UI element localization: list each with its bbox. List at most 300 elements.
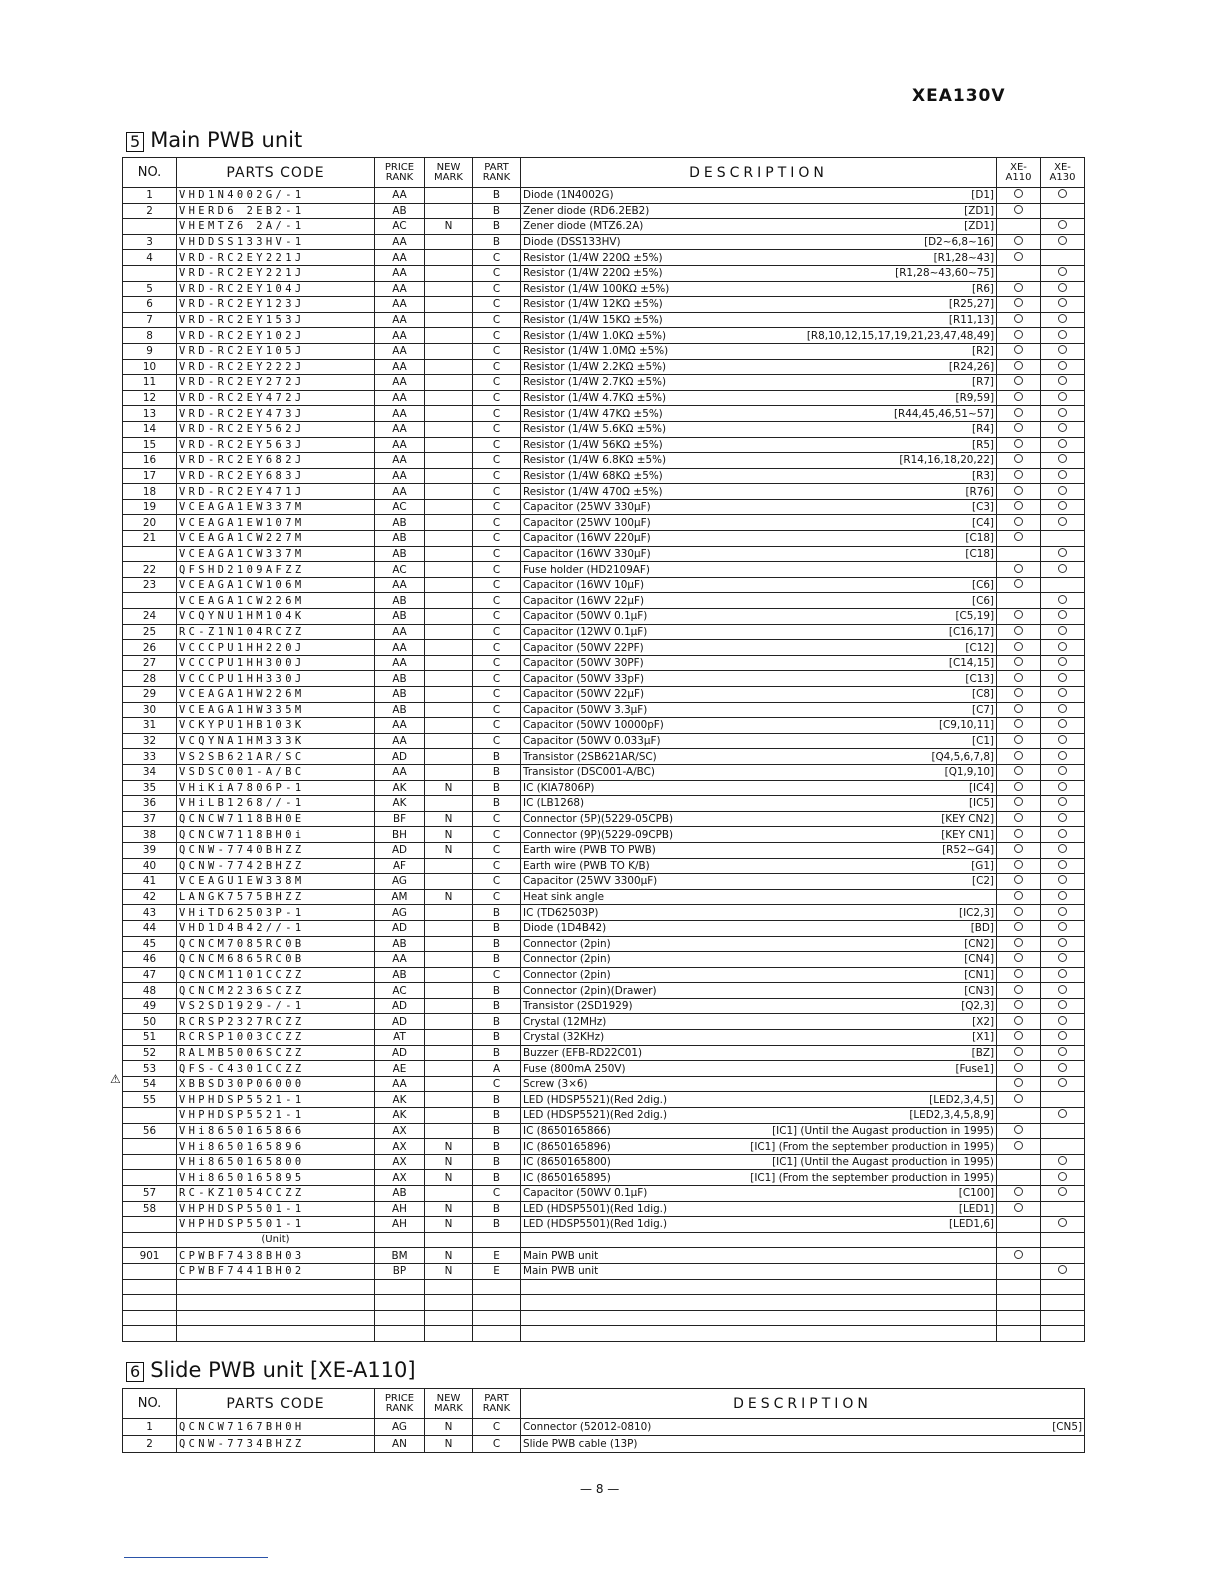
price-rank: AD [375, 1045, 425, 1061]
description-cell [521, 936, 997, 952]
xe-a110-applicable-mark [1014, 501, 1023, 510]
description-text: Resistor (1/4W 1.0KΩ ±5%) [523, 329, 667, 342]
part-rank: C [473, 499, 521, 515]
description-cell [521, 219, 997, 235]
description-cell [521, 1030, 997, 1046]
new-mark [425, 796, 473, 812]
part-row [123, 858, 1085, 874]
new-mark [425, 733, 473, 749]
description-cell [521, 624, 997, 640]
reference-designator: [R25,27] [948, 298, 994, 311]
part-row [123, 609, 1085, 625]
section-5-number: 5 [126, 132, 144, 152]
reference-designator: [R5] [972, 438, 994, 451]
description-cell [521, 1139, 997, 1155]
empty-row [123, 1295, 1085, 1311]
xe-a130-applicable-mark [1058, 953, 1067, 962]
xe-a130-cell [1041, 343, 1085, 359]
parts-code: VRD-RC2EY563J [177, 437, 375, 453]
part-rank: C [473, 453, 521, 469]
xe-a130-applicable-mark [1058, 938, 1067, 947]
description-text: IC (8650165866) [523, 1124, 611, 1137]
new-mark [425, 297, 473, 313]
part-rank: B [473, 764, 521, 780]
description-text: Resistor (1/4W 4.7KΩ ±5%) [523, 392, 667, 405]
item-number: 1 [123, 188, 177, 204]
item-number [123, 1170, 177, 1186]
xe-a110-cell [997, 733, 1041, 749]
description-cell [521, 343, 997, 359]
new-mark [425, 967, 473, 983]
reference-designator: [IC4] [968, 781, 994, 794]
description-text: Capacitor (12WV 0.1μF) [523, 625, 648, 638]
xe-a110-applicable-mark [1014, 439, 1023, 448]
xe-a110-applicable-mark [1014, 376, 1023, 385]
xe-a130-applicable-mark [1058, 766, 1067, 775]
xe-a130-cell [1041, 874, 1085, 890]
xe-a110-cell [997, 998, 1041, 1014]
description-cell [521, 188, 997, 204]
xe-a110-applicable-mark [1014, 298, 1023, 307]
description-text: Diode (DSS133HV) [523, 236, 621, 249]
xe-a130-applicable-mark [1058, 1187, 1067, 1196]
empty-cell [375, 1232, 425, 1248]
item-number: 40 [123, 858, 177, 874]
description-text: Main PWB unit [523, 1265, 599, 1278]
description-cell [521, 1263, 997, 1279]
part-rank: C [473, 281, 521, 297]
xe-a130-cell [1041, 265, 1085, 281]
parts-code: VHi8650165800 [177, 1154, 375, 1170]
price-rank: AH [375, 1201, 425, 1217]
reference-designator: [R14,16,18,20,22] [899, 454, 994, 467]
part-rank: C [473, 733, 521, 749]
empty-row [123, 1326, 1085, 1342]
xe-a130-cell [1041, 1170, 1085, 1186]
xe-a130-applicable-mark [1058, 470, 1067, 479]
parts-code: RALMB5006SCZZ [177, 1045, 375, 1061]
col-description: DESCRIPTION [521, 1389, 1085, 1419]
parts-code: VHiLB1268//-1 [177, 796, 375, 812]
model-number: XEA130V [912, 86, 1006, 106]
xe-a130-applicable-mark [1058, 267, 1067, 276]
xe-a110-cell [997, 1154, 1041, 1170]
parts-code: VRD-RC2EY105J [177, 343, 375, 359]
xe-a130-cell [1041, 952, 1085, 968]
xe-a110-cell [997, 188, 1041, 204]
item-number: 46 [123, 952, 177, 968]
xe-a110-cell [997, 328, 1041, 344]
item-number: 48 [123, 983, 177, 999]
parts-code: VHi8650165895 [177, 1170, 375, 1186]
reference-designator: [BZ] [971, 1046, 994, 1059]
reference-designator: [R6] [972, 282, 994, 295]
part-row [123, 796, 1085, 812]
description-cell [521, 796, 997, 812]
price-rank: AC [375, 983, 425, 999]
part-row [123, 671, 1085, 687]
xe-a110-cell [997, 312, 1041, 328]
parts-code: VS2SD1929-/-1 [177, 998, 375, 1014]
xe-a110-cell [997, 281, 1041, 297]
xe-a130-applicable-mark [1058, 657, 1067, 666]
part-row [123, 1108, 1085, 1124]
part-rank: B [473, 1170, 521, 1186]
price-rank: AH [375, 1217, 425, 1233]
new-mark: N [425, 811, 473, 827]
reference-designator: [IC1] (Until the Augast production in 1995) [772, 1156, 994, 1169]
new-mark [425, 998, 473, 1014]
xe-a110-cell [997, 343, 1041, 359]
parts-code: CPWBF7438BH03 [177, 1248, 375, 1264]
description-cell [521, 312, 997, 328]
description-cell [521, 1170, 997, 1186]
new-mark [425, 1076, 473, 1092]
item-number [123, 1154, 177, 1170]
xe-a110-cell [997, 406, 1041, 422]
reference-designator: [C12] [965, 641, 994, 654]
empty-cell [177, 1295, 375, 1311]
xe-a130-cell [1041, 920, 1085, 936]
item-number: 55 [123, 1092, 177, 1108]
item-number: 45 [123, 936, 177, 952]
description-cell [521, 1092, 997, 1108]
parts-code: QFS-C4301CCZZ [177, 1061, 375, 1077]
part-rank: B [473, 203, 521, 219]
description-cell [521, 640, 997, 656]
item-number: 43 [123, 905, 177, 921]
parts-code: VHi8650165866 [177, 1123, 375, 1139]
xe-a110-cell [997, 858, 1041, 874]
xe-a130-applicable-mark [1058, 642, 1067, 651]
description-text: Resistor (1/4W 220Ω ±5%) [523, 251, 663, 264]
xe-a130-cell [1041, 359, 1085, 375]
xe-a130-cell [1041, 1123, 1085, 1139]
xe-a110-applicable-mark [1014, 236, 1023, 245]
empty-cell [521, 1310, 997, 1326]
price-rank: AA [375, 281, 425, 297]
part-rank: C [473, 593, 521, 609]
description-text: Zener diode (MTZ6.2A) [523, 220, 644, 233]
description-text: Resistor (1/4W 12KΩ ±5%) [523, 298, 663, 311]
price-rank: AB [375, 967, 425, 983]
new-mark [425, 390, 473, 406]
price-rank: AB [375, 515, 425, 531]
xe-a110-applicable-mark [1014, 423, 1023, 432]
xe-a130-applicable-mark [1058, 1109, 1067, 1118]
description-cell [521, 359, 997, 375]
xe-a130-applicable-mark [1058, 969, 1067, 978]
xe-a130-cell [1041, 390, 1085, 406]
xe-a130-applicable-mark [1058, 454, 1067, 463]
unit-row [123, 1263, 1085, 1279]
xe-a110-cell [997, 624, 1041, 640]
reference-designator: [X1] [972, 1031, 994, 1044]
part-row [123, 983, 1085, 999]
xe-a130-cell [1041, 468, 1085, 484]
description-text: Slide PWB cable (13P) [523, 1438, 638, 1450]
xe-a110-applicable-mark [1014, 314, 1023, 323]
reference-designator: [IC1] (From the september production in 1995) [750, 1171, 994, 1184]
description-text: Resistor (1/4W 47KΩ ±5%) [523, 407, 663, 420]
xe-a110-cell [997, 842, 1041, 858]
parts-code: VHPHDSP5501-1 [177, 1217, 375, 1233]
description-text: Capacitor (50WV 0.1μF) [523, 1187, 648, 1200]
item-number: 24 [123, 609, 177, 625]
price-rank: AB [375, 203, 425, 219]
new-mark [425, 640, 473, 656]
item-number: 33 [123, 749, 177, 765]
part-row [123, 375, 1085, 391]
xe-a130-applicable-mark [1058, 423, 1067, 432]
xe-a110-applicable-mark [1014, 1016, 1023, 1025]
empty-cell [997, 1295, 1041, 1311]
part-row [123, 827, 1085, 843]
item-number [123, 219, 177, 235]
item-number: 17 [123, 468, 177, 484]
new-mark [425, 577, 473, 593]
part-row [123, 250, 1085, 266]
description-text: Crystal (32KHz) [523, 1031, 605, 1044]
price-rank: AG [375, 905, 425, 921]
empty-cell [521, 1279, 997, 1295]
part-rank: C [473, 359, 521, 375]
part-row [123, 234, 1085, 250]
parts-code: XBBSD30P06000 [177, 1076, 375, 1092]
price-rank: BM [375, 1248, 425, 1264]
col-parts-code: PARTS CODE [177, 158, 375, 188]
price-rank: AA [375, 265, 425, 281]
reference-designator: [X2] [972, 1015, 994, 1028]
description-text: Fuse holder (HD2109AF) [523, 563, 650, 576]
reference-designator: [R9,59] [955, 392, 994, 405]
price-rank: AA [375, 718, 425, 734]
description-text: Transistor (2SB621AR/SC) [523, 750, 657, 763]
xe-a110-cell [997, 1123, 1041, 1139]
xe-a130-cell [1041, 609, 1085, 625]
item-number: 14 [123, 421, 177, 437]
xe-a110-cell [997, 234, 1041, 250]
part-rank: C [473, 468, 521, 484]
part-row [123, 188, 1085, 204]
new-mark [425, 624, 473, 640]
new-mark [425, 858, 473, 874]
new-mark [425, 749, 473, 765]
item-number: 12 [123, 390, 177, 406]
item-number [123, 593, 177, 609]
xe-a130-applicable-mark [1058, 1078, 1067, 1087]
parts-code: VCEAGA1CW337M [177, 546, 375, 562]
xe-a130-cell [1041, 219, 1085, 235]
new-mark: N [425, 1263, 473, 1279]
price-rank: AK [375, 1108, 425, 1124]
price-rank: AA [375, 437, 425, 453]
unit-label-row [123, 1232, 1085, 1248]
price-rank: AA [375, 1076, 425, 1092]
part-rank: B [473, 1045, 521, 1061]
xe-a110-applicable-mark [1014, 813, 1023, 822]
price-rank: AC [375, 219, 425, 235]
description-cell [521, 499, 997, 515]
parts-code: VRD-RC2EY471J [177, 484, 375, 500]
part-rank: A [473, 1061, 521, 1077]
part-rank: B [473, 1201, 521, 1217]
xe-a130-cell [1041, 655, 1085, 671]
xe-a130-applicable-mark [1058, 439, 1067, 448]
xe-a130-cell [1041, 1061, 1085, 1077]
xe-a110-cell [997, 1030, 1041, 1046]
xe-a130-cell [1041, 375, 1085, 391]
new-mark [425, 671, 473, 687]
item-number [123, 546, 177, 562]
xe-a130-applicable-mark [1058, 610, 1067, 619]
xe-a110-cell [997, 437, 1041, 453]
new-mark: N [425, 1201, 473, 1217]
reference-designator: [C9,10,11] [938, 719, 994, 732]
xe-a110-applicable-mark [1014, 330, 1023, 339]
xe-a130-cell [1041, 1045, 1085, 1061]
xe-a130-applicable-mark [1058, 408, 1067, 417]
part-row [123, 889, 1085, 905]
xe-a130-applicable-mark [1058, 345, 1067, 354]
empty-row [123, 1310, 1085, 1326]
xe-a130-cell [1041, 562, 1085, 578]
part-rank: C [473, 421, 521, 437]
part-rank: C [473, 484, 521, 500]
part-rank: B [473, 1030, 521, 1046]
price-rank: AB [375, 1186, 425, 1202]
xe-a130-applicable-mark [1058, 797, 1067, 806]
part-row [123, 390, 1085, 406]
xe-a130-cell [1041, 967, 1085, 983]
xe-a130-cell [1041, 1108, 1085, 1124]
price-rank: AA [375, 421, 425, 437]
price-rank: AA [375, 375, 425, 391]
price-rank: AA [375, 234, 425, 250]
xe-a130-cell [1041, 764, 1085, 780]
xe-a110-applicable-mark [1014, 938, 1023, 947]
item-number: 18 [123, 484, 177, 500]
reference-designator: [G1] [971, 859, 994, 872]
price-rank: AA [375, 312, 425, 328]
part-row [123, 764, 1085, 780]
part-rank: B [473, 1092, 521, 1108]
xe-a130-applicable-mark [1058, 735, 1067, 744]
xe-a110-applicable-mark [1014, 829, 1023, 838]
item-number: 26 [123, 640, 177, 656]
description-text: Connector (2pin) [523, 968, 611, 981]
reference-designator: [R24,26] [948, 360, 994, 373]
xe-a130-applicable-mark [1058, 236, 1067, 245]
xe-a110-applicable-mark [1014, 907, 1023, 916]
price-rank: AD [375, 842, 425, 858]
empty-cell [473, 1232, 521, 1248]
part-rank: B [473, 936, 521, 952]
price-rank: AG [375, 874, 425, 890]
xe-a110-applicable-mark [1014, 252, 1023, 261]
parts-code: RC-KZ1054CCZZ [177, 1186, 375, 1202]
description-text: Capacitor (25WV 100μF) [523, 516, 651, 529]
description-cell [521, 874, 997, 890]
empty-cell [123, 1279, 177, 1295]
empty-cell [425, 1279, 473, 1295]
reference-designator: [R1,28~43,60~75] [895, 267, 994, 280]
xe-a130-applicable-mark [1058, 907, 1067, 916]
xe-a110-cell [997, 889, 1041, 905]
parts-code: VRD-RC2EY682J [177, 453, 375, 469]
xe-a130-applicable-mark [1058, 330, 1067, 339]
description-text: Heat sink angle [523, 891, 604, 904]
new-mark [425, 687, 473, 703]
empty-cell [1041, 1279, 1085, 1295]
reference-designator: [LED1] [958, 1202, 994, 1215]
description-text: Resistor (1/4W 6.8KΩ ±5%) [523, 454, 667, 467]
part-row [123, 421, 1085, 437]
part-row [123, 640, 1085, 656]
part-rank: C [473, 874, 521, 890]
xe-a130-cell [1041, 733, 1085, 749]
description-cell [521, 484, 997, 500]
description-cell [521, 1248, 997, 1264]
price-rank: AK [375, 1092, 425, 1108]
parts-code: VCCCPU1HH220J [177, 640, 375, 656]
new-mark: N [425, 219, 473, 235]
item-number: 39 [123, 842, 177, 858]
new-mark [425, 203, 473, 219]
item-number: 21 [123, 531, 177, 547]
price-rank: AE [375, 1061, 425, 1077]
description-cell [521, 718, 997, 734]
part-rank: C [473, 406, 521, 422]
price-rank: BF [375, 811, 425, 827]
part-row [123, 936, 1085, 952]
reference-designator: [R2] [972, 345, 994, 358]
item-number: 11 [123, 375, 177, 391]
part-row [123, 328, 1085, 344]
parts-code: QCNCM6865RC0B [177, 952, 375, 968]
description-cell [521, 453, 997, 469]
parts-code: QCNCM2236SCZZ [177, 983, 375, 999]
price-rank: AB [375, 936, 425, 952]
xe-a130-applicable-mark [1058, 376, 1067, 385]
xe-a110-applicable-mark [1014, 532, 1023, 541]
item-number: 50 [123, 1014, 177, 1030]
parts-code: QCNCW7118BH0E [177, 811, 375, 827]
reference-designator: [R4] [972, 423, 994, 436]
xe-a130-applicable-mark [1058, 782, 1067, 791]
description-cell [521, 1061, 997, 1077]
parts-code: VCEAGA1EW107M [177, 515, 375, 531]
new-mark [425, 593, 473, 609]
part-row [123, 484, 1085, 500]
item-number: 22 [123, 562, 177, 578]
description-cell [521, 250, 997, 266]
description-text: Resistor (1/4W 100KΩ ±5%) [523, 282, 670, 295]
item-number: 8 [123, 328, 177, 344]
parts-code: VRD-RC2EY153J [177, 312, 375, 328]
item-number: 6 [123, 297, 177, 313]
new-mark [425, 312, 473, 328]
part-row [123, 1217, 1085, 1233]
xe-a110-cell [997, 780, 1041, 796]
description-text: Capacitor (50WV 3.3μF) [523, 703, 648, 716]
price-rank: AB [375, 671, 425, 687]
new-mark [425, 359, 473, 375]
reference-designator: [C16,17] [948, 625, 994, 638]
new-mark [425, 1108, 473, 1124]
xe-a110-applicable-mark [1014, 1203, 1023, 1212]
empty-cell [997, 1279, 1041, 1295]
